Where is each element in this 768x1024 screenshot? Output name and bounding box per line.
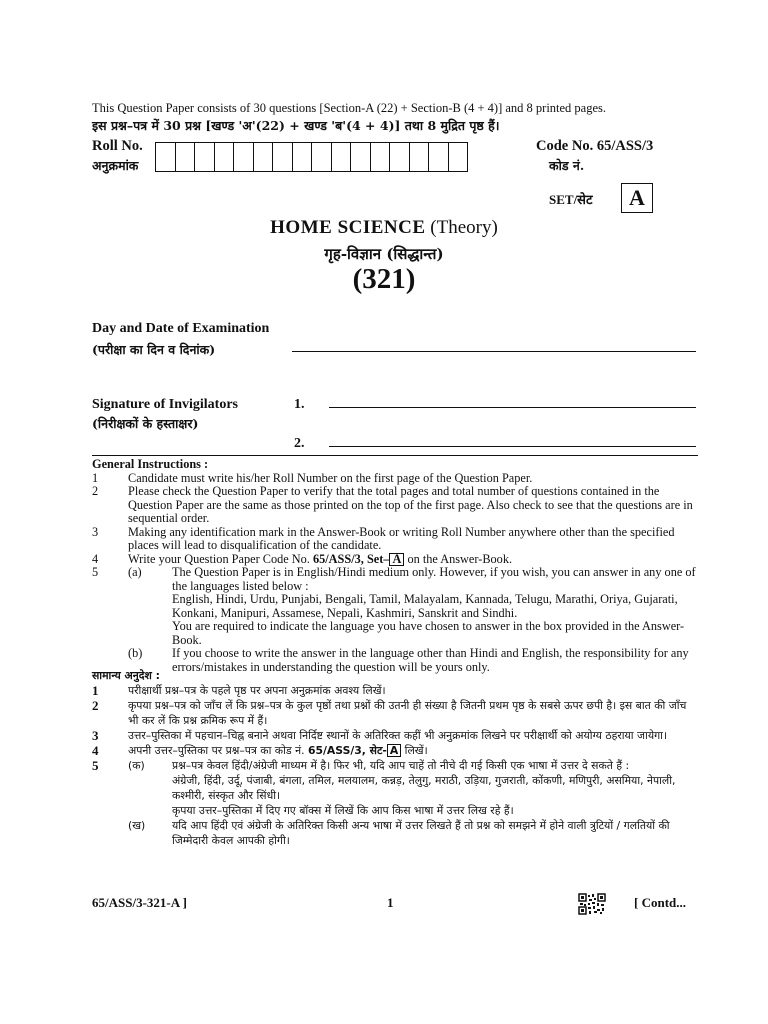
general-instructions-hindi — [92, 668, 698, 848]
paper-intro-hindi: इस प्रश्न–पत्र में 30 प्रश्न [खण्ड 'अ'(22) + खण्ड 'ब'(4 + 4)] तथा 8 मुद्रित पृष्ठ हैं। — [92, 118, 500, 133]
instruction-text-pre: Write your Question Paper Code No. — [128, 551, 313, 566]
instruction-number: 3 — [92, 728, 99, 743]
instruction-number — [92, 593, 128, 620]
set-box-inline: A — [387, 744, 401, 757]
paper-intro-english: This Question Paper consists of 30 questions [Section-A (22) + Section-B (4 + 4)] and 8 printed pages. — [92, 101, 607, 115]
general-instructions-english — [92, 458, 698, 674]
roll-no-label: Roll No. — [92, 138, 143, 154]
roll-number-box[interactable] — [389, 142, 410, 172]
signature-2-line[interactable] — [329, 446, 696, 447]
instruction-text: English, Hindi, Urdu, Punjabi, Bengali, Tamil, Malayalam, Kannada, Telugu, Marathi, Oriya, Gujarati, Konkani, Manipuri, Assamese, Nepali, Kashmiri, Sanskrit and Sindhi. — [172, 592, 678, 620]
roll-number-box[interactable] — [253, 142, 274, 172]
instruction-number — [92, 620, 128, 647]
instruction-item — [92, 485, 698, 526]
subject-title — [0, 217, 768, 239]
set-label: SET/सेट — [549, 192, 593, 207]
instruction-item — [92, 758, 698, 773]
instruction-number — [92, 803, 128, 818]
instruction-text: यदि आप हिंदी एवं अंग्रेजी के अतिरिक्त किसी अन्य भाषा में उत्तर लिखते हैं तो प्रश्न को समझने में होने वाली त्रुटियों / गलतियों की जिम्मेदारी केवल आपकी होगी। — [172, 819, 670, 847]
instruction-text: You are required to indicate the language you have chosen to answer in the box provided in the Answer-Book. — [172, 619, 685, 647]
instructions-heading-hindi: सामान्य अनुदेश : — [92, 669, 160, 682]
roll-number-box[interactable] — [448, 142, 469, 172]
roll-number-box[interactable] — [331, 142, 352, 172]
instruction-item — [92, 818, 698, 848]
instruction-number — [92, 818, 128, 848]
code-number: Code No. 65/ASS/3 — [536, 138, 654, 154]
roll-number-box[interactable] — [292, 142, 313, 172]
roll-number-box[interactable] — [155, 142, 176, 172]
instruction-item — [92, 620, 698, 647]
subject-title-hindi: गृह-विज्ञान (सिद्धान्त) — [324, 245, 444, 263]
roll-number-box[interactable] — [370, 142, 391, 172]
instruction-sub-label — [128, 803, 172, 818]
instruction-text: कृपया प्रश्न–पत्र को जाँच लें कि प्रश्न–पत्र के कुल पृष्ठों तथा प्रश्नों की उतनी ही संख्या है जितनी प्रथम पृष्ठ के सबसे ऊपर छपी है। इस बात की जाँच भी कर लें कि प्रश्न क्रमिक रूप में हैं। — [128, 699, 687, 727]
instruction-code: 65/ASS/3, सेट- — [307, 744, 387, 757]
exam-date-line[interactable] — [292, 351, 696, 352]
instruction-number: 2 — [92, 484, 99, 498]
instruction-number: 3 — [92, 524, 99, 539]
signature-2-number: 2. — [294, 436, 305, 451]
roll-number-box[interactable] — [194, 142, 215, 172]
roll-no-label-hindi: अनुक्रमांक — [92, 158, 139, 173]
roll-number-box[interactable] — [350, 142, 371, 172]
instruction-text: कृपया उत्तर–पुस्तिका में दिए गए बॉक्स में लिखें कि आप किस भाषा में उत्तर लिख रहे हैं। — [172, 804, 514, 817]
instruction-item — [92, 728, 698, 743]
set-box: A — [621, 183, 653, 213]
instruction-text: उत्तर–पुस्तिका में पहचान–चिह्न बनाने अथवा निर्दिष्ट स्थानों के अतिरिक्त कहीं भी अनुक्रमांक लिखने पर परीक्षार्थी को अयोग्य ठहराया जायेगा। — [128, 729, 668, 742]
instruction-item — [92, 698, 698, 728]
instruction-text: If you choose to write the answer in the language other than Hindi and English, the responsibility for any errors/mistakes in understanding the question will be yours only. — [172, 646, 689, 674]
instruction-number: 1 — [92, 470, 99, 485]
instruction-item — [92, 593, 698, 620]
roll-number-boxes[interactable] — [156, 142, 468, 172]
instruction-text: The Question Paper is in English/Hindi medium only. However, if you wish, you can answer in any one of the languages listed below : — [172, 565, 696, 593]
instruction-text: अंग्रेजी, हिंदी, उर्दू, पंजाबी, बंगला, तमिल, मलयालम, कन्नड़, तेलुगु, मराठी, उड़िया, गुजराती, कोंकणी, मणिपुरी, असमिया, नेपाली, कश्मीरी, संस्कृत और सिंधी। — [172, 774, 676, 802]
instruction-code: 65/ASS/3, Set– — [312, 551, 390, 566]
subject-title-bold: HOME SCIENCE — [270, 217, 426, 238]
instructions-list-hindi — [92, 683, 698, 848]
continued-label: [ Contd... — [634, 895, 687, 910]
instruction-text — [128, 553, 698, 567]
roll-number-box[interactable] — [233, 142, 254, 172]
instruction-sub-label — [128, 620, 172, 647]
signature-1-number: 1. — [294, 397, 305, 412]
roll-number-box[interactable] — [409, 142, 430, 172]
instruction-number: 1 — [92, 683, 99, 698]
instruction-sub-label: (क) — [128, 759, 145, 772]
instruction-number — [92, 773, 128, 803]
instruction-sub-label: (ख) — [128, 819, 146, 832]
code-number-hindi: कोड नं. — [549, 158, 585, 173]
page-number: 1 — [387, 895, 394, 910]
instruction-number: 5 — [92, 758, 99, 773]
instruction-text-pre: अपनी उत्तर–पुस्तिका पर प्रश्न–पत्र का कोड नं. — [128, 744, 308, 757]
instruction-item — [92, 803, 698, 818]
instruction-sub-label: (b) — [128, 646, 143, 660]
set-box-inline: A — [389, 553, 404, 566]
exam-date-label-hindi: (परीक्षा का दिन व दिनांक) — [92, 342, 216, 357]
instruction-text: परीक्षार्थी प्रश्न–पत्र के पहले पृष्ठ पर अपना अनुक्रमांक अवश्य लिखें। — [128, 684, 386, 697]
subject-title-rest: (Theory) — [425, 217, 498, 238]
instructions-list — [92, 472, 698, 675]
invigilator-signature-label: Signature of Invigilators — [92, 397, 238, 412]
signature-1-line[interactable] — [329, 407, 696, 408]
exam-date-label: Day and Date of Examination — [92, 321, 270, 336]
section-divider — [92, 455, 698, 456]
instruction-text: Candidate must write his/her Roll Number on the first page of the Question Paper. — [128, 470, 533, 485]
instruction-sub-label — [128, 773, 172, 803]
instruction-text: Please check the Question Paper to verify that the total pages and total number of questions contained in the Question Paper are the same as those printed on the top of the first page. Also check to see that the questions are in sequential order. — [128, 484, 693, 525]
instruction-item — [92, 472, 698, 486]
roll-number-box[interactable] — [175, 142, 196, 172]
instruction-text: Making any identification mark in the Answer-Book or writing Roll Number anywhere other than the specified places will lead to disqualification of the candidate. — [128, 524, 675, 552]
instruction-item — [92, 743, 698, 758]
instruction-number: 2 — [92, 698, 99, 713]
invigilator-signature-label-hindi: (निरीक्षकों के हस्ताक्षर) — [92, 416, 199, 431]
instruction-text-post: लिखें। — [401, 744, 428, 757]
qr-code-icon — [578, 893, 606, 915]
instruction-item — [92, 683, 698, 698]
instruction-item — [92, 526, 698, 553]
roll-number-box[interactable] — [311, 142, 332, 172]
subject-code: (321) — [352, 263, 416, 295]
instruction-sub-label — [128, 593, 172, 620]
instruction-text-post: on the Answer-Book. — [404, 551, 513, 566]
instruction-item — [92, 773, 698, 803]
roll-number-box[interactable] — [428, 142, 449, 172]
instruction-text — [128, 743, 698, 758]
instruction-number: 4 — [92, 551, 99, 566]
roll-number-box[interactable] — [214, 142, 235, 172]
instructions-heading: General Instructions : — [92, 457, 209, 471]
instruction-number: 5 — [92, 565, 99, 579]
instruction-item — [92, 553, 698, 567]
instruction-item — [92, 566, 698, 593]
paper-code-footer: 65/ASS/3-321-A ] — [92, 895, 187, 910]
instruction-sub-label: (a) — [128, 565, 142, 579]
instruction-text: प्रश्न–पत्र केवल हिंदी/अंग्रेजी माध्यम में है। फिर भी, यदि आप चाहें तो नीचे दी गई किसी एक भाषा में उत्तर दे सकते हैं : — [172, 759, 630, 772]
instruction-number: 4 — [92, 743, 99, 758]
roll-number-box[interactable] — [272, 142, 293, 172]
